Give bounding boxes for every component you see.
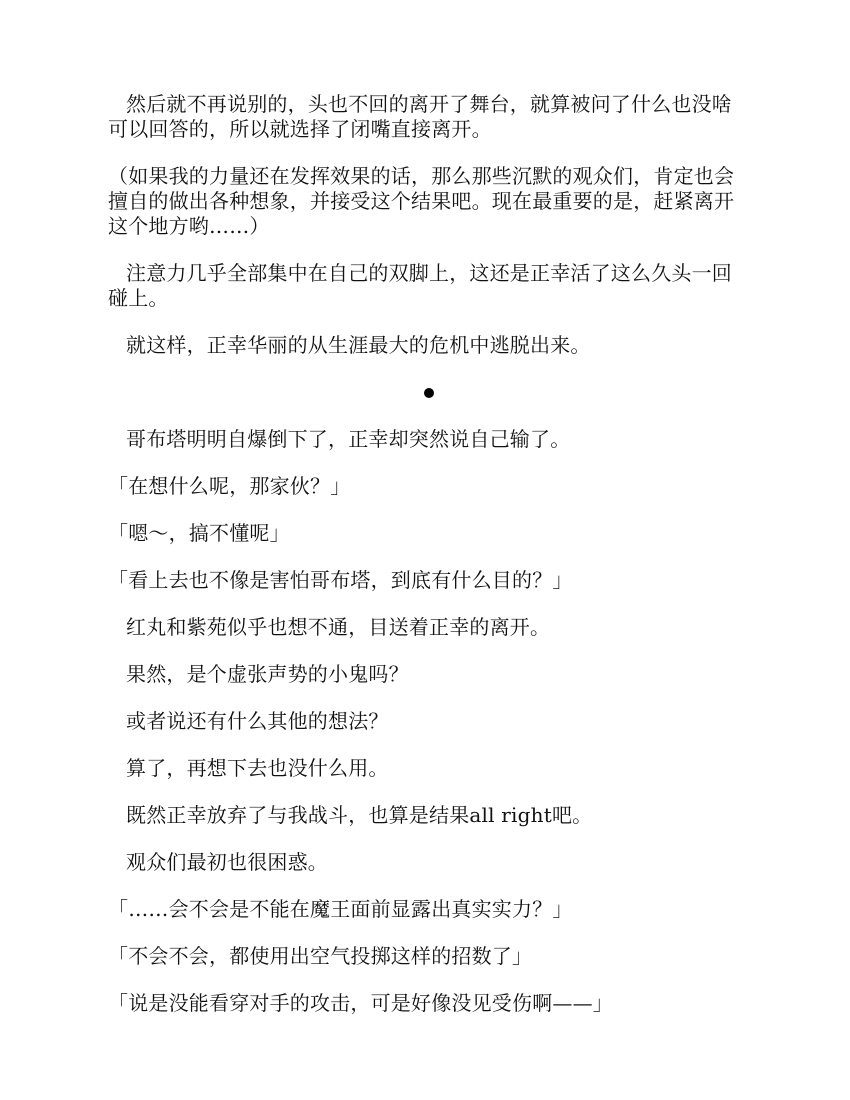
- bullet-separator-icon: [424, 388, 434, 398]
- paragraph: 算了，再想下去也没什么用。: [126, 756, 389, 780]
- dialogue-line: 「看上去也不像是害怕哥布塔，到底有什么目的？」: [108, 568, 573, 592]
- paragraph: 哥布塔明明自爆倒下了，正幸却突然说自己输了。: [126, 427, 571, 451]
- dialogue-line: 「在想什么呢，那家伙？」: [108, 474, 351, 498]
- section-separator: [108, 380, 748, 405]
- dialogue-line: 「说是没能看穿对手的攻击，可是好像没见受伤啊——」: [108, 991, 613, 1015]
- paragraph: 就这样，正幸华丽的从生涯最大的危机中逃脱出来。: [126, 333, 591, 357]
- paragraph: 观众们最初也很困惑。: [126, 850, 328, 874]
- paragraph: 或者说还有什么其他的想法？: [126, 709, 389, 733]
- paragraph: （如果我的力量还在发挥效果的话，那么那些沉默的观众们，肯定也会擅自的做出各种想象，并接受这个结果吧。现在最重要的是，赶紧离开这个地方哟……）: [108, 164, 735, 238]
- paragraph: 既然正幸放弃了与我战斗，也算是结果all right吧。: [126, 803, 593, 827]
- paragraph: 注意力几乎全部集中在自己的双脚上，这还是正幸活了这么久头一回碰上。: [108, 261, 732, 310]
- dialogue-line: 「不会不会，都使用出空气投掷这样的招数了」: [108, 944, 533, 968]
- dialogue-line: 「……会不会是不能在魔王面前显露出真实实力？」: [108, 897, 573, 921]
- dialogue-line: 「嗯～，搞不懂呢」: [108, 521, 290, 545]
- paragraph: 果然，是个虚张声势的小鬼吗？: [126, 662, 409, 686]
- paragraph: 然后就不再说别的，头也不回的离开了舞台，就算被问了什么也没啥可以回答的，所以就选择了闭嘴直接离开。: [108, 92, 732, 141]
- document-page: [108, 92, 748, 1038]
- paragraph: 红丸和紫苑似乎也想不通，目送着正幸的离开。: [126, 615, 551, 639]
